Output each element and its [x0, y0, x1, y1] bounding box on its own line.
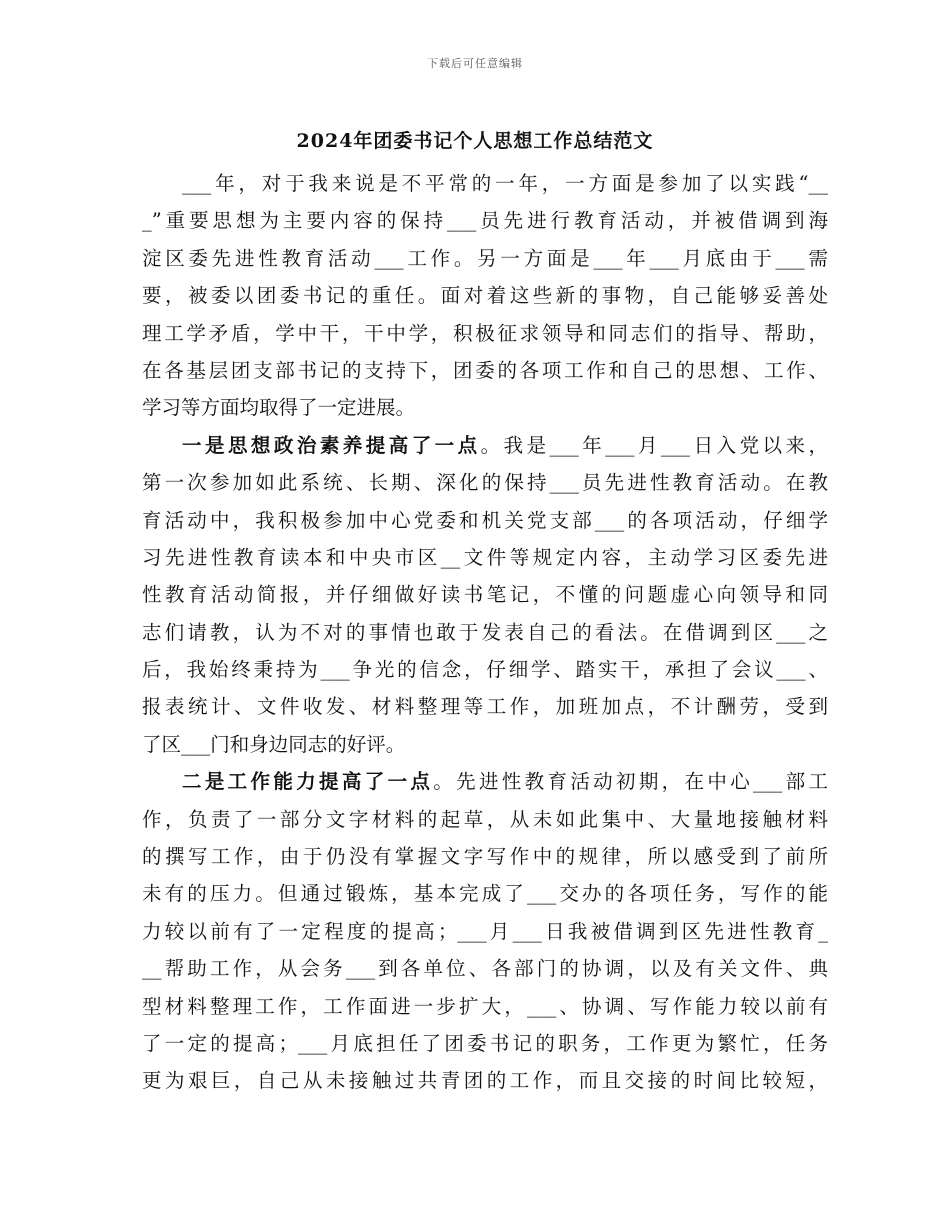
line-text: 在各基层团支部书记的支持下，团委的各项工作和自己的思想、工作、 [142, 358, 828, 382]
text-line [142, 539, 828, 576]
text-line [142, 614, 828, 651]
text-line [142, 950, 828, 987]
text-line [142, 763, 828, 800]
line-text: 。我是___年___月___日入党以来， [480, 433, 828, 457]
document-body [142, 165, 828, 1100]
line-text: 后，我始终秉持为___争光的信念，仔细学、踏实干，承担了会议___、 [142, 658, 828, 682]
line-text: 力较以前有了一定程度的提高；___月___日我被借调到区先进性教育_ [142, 919, 828, 943]
bold-heading: 一是思想政治素养提高了一点 [182, 433, 481, 457]
text-line [142, 988, 828, 1025]
line-text: __帮助工作，从会务___到各单位、各部门的协调，以及有关文件、典 [142, 957, 828, 981]
line-text: 了区___门和身边同志的好评。 [142, 732, 406, 756]
line-text: 了一定的提高；___月底担任了团委书记的职务，工作更为繁忙，任务 [142, 1031, 828, 1055]
line-text: 。先进性教育活动初期，在中心___部工 [433, 770, 828, 794]
text-line [142, 464, 828, 501]
text-line [142, 688, 828, 725]
text-line [142, 913, 828, 950]
bold-heading: 二是工作能力提高了一点 [182, 770, 434, 794]
text-line [142, 315, 828, 352]
line-text: 未有的压力。但通过锻炼，基本完成了___交办的各项任务，写作的能 [142, 882, 828, 906]
text-line [142, 389, 828, 426]
text-line [142, 352, 828, 389]
page-header-note: 下载后可任意编辑 [427, 57, 523, 70]
text-line [142, 1062, 828, 1099]
text-line [142, 838, 828, 875]
line-text: 报表统计、文件收发、材料整理等工作，加班加点，不计酬劳，受到 [142, 695, 828, 719]
text-line [142, 1025, 828, 1062]
line-text: ___年，对于我来说是不平常的一年，一方面是参加了以实践“__ [182, 172, 828, 195]
line-text: 志们请教，认为不对的事情也敢于发表自己的看法。在借调到区___之 [142, 620, 828, 644]
line-text: _”重要思想为主要内容的保持___员先进行教育活动，并被借调到海 [142, 209, 828, 233]
text-line [142, 427, 828, 464]
document-title: 2024年团委书记个人思想工作总结范文 [296, 130, 654, 152]
line-text: 淀区委先进性教育活动___工作。另一方面是___年___月底由于___需 [142, 246, 828, 270]
line-text: 作，负责了一部分文字材料的起草，从未如此集中、大量地接触材料 [142, 807, 828, 831]
line-text: 学习等方面均取得了一定进展。 [142, 396, 416, 420]
text-line [142, 875, 828, 912]
text-line [142, 202, 828, 239]
text-line [142, 651, 828, 688]
line-text: 更为艰巨，自己从未接触过共青团的工作，而且交接的时间比较短， [142, 1069, 828, 1093]
text-line [142, 277, 828, 314]
line-text: 育活动中，我积极参加中心党委和机关党支部___的各项活动，仔细学 [142, 508, 828, 532]
text-line [142, 240, 828, 277]
text-line [142, 576, 828, 613]
line-text: 要，被委以团委书记的重任。面对着这些新的事物，自己能够妥善处 [142, 284, 828, 308]
text-line [142, 165, 828, 202]
line-text: 的撰写工作，由于仍没有掌握文字写作中的规律，所以感受到了前所 [142, 845, 828, 869]
text-line [142, 801, 828, 838]
line-text: 型材料整理工作，工作面进一步扩大，___、协调、写作能力较以前有 [142, 994, 828, 1018]
line-text: 理工学矛盾，学中干，干中学，积极征求领导和同志们的指导、帮助， [142, 321, 828, 345]
line-text: 性教育活动简报，并仔细做好读书笔记，不懂的问题虚心向领导和同 [142, 583, 828, 607]
text-line [142, 726, 828, 763]
line-text: 习先进性教育读本和中央市区__文件等规定内容，主动学习区委先进 [142, 545, 828, 569]
text-line [142, 502, 828, 539]
line-text: 第一次参加如此系统、长期、深化的保持___员先进性教育活动。在教 [142, 471, 828, 495]
